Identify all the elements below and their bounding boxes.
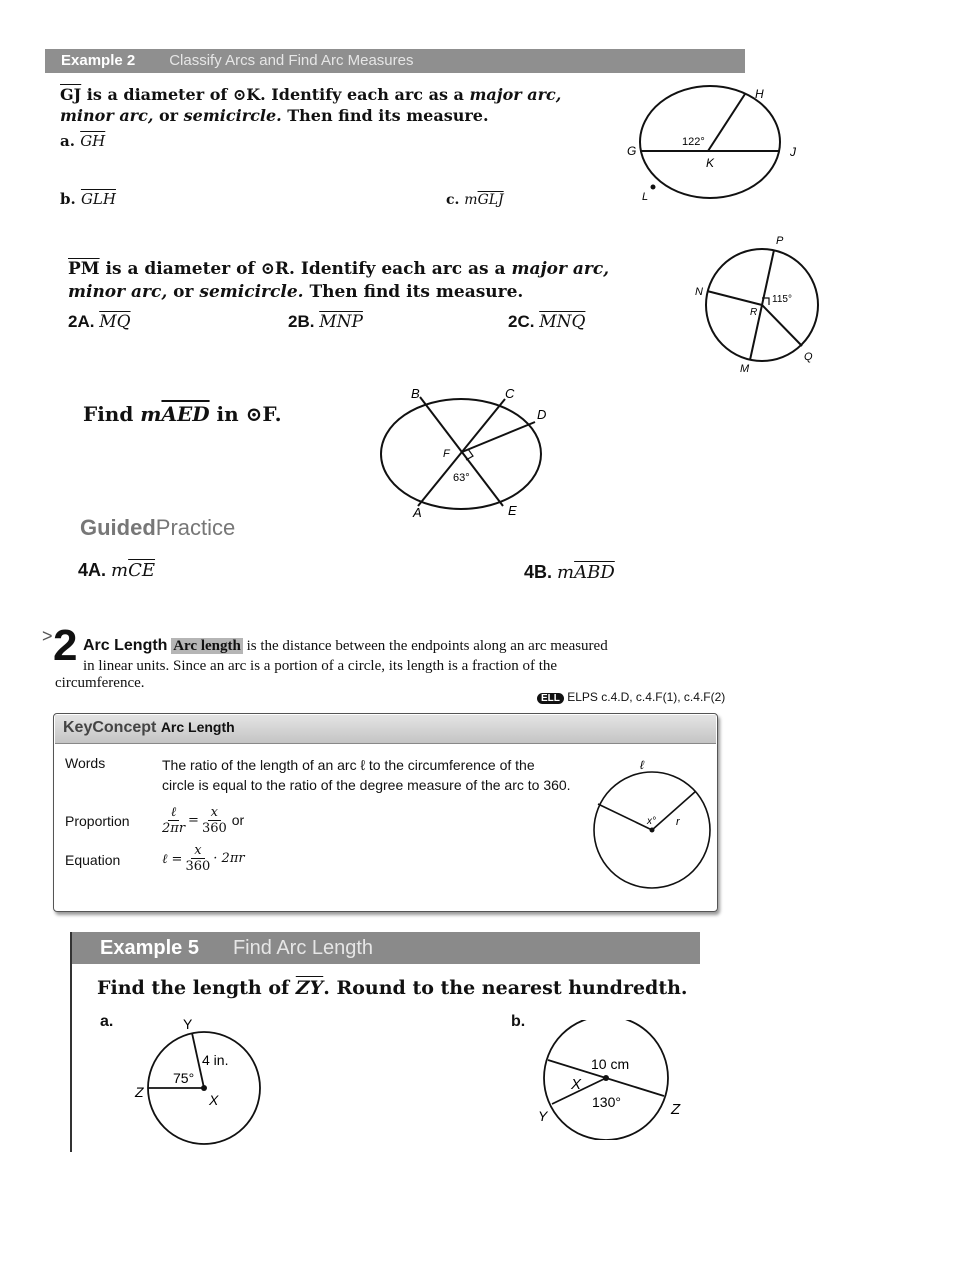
- angle-label-63: 63°: [453, 472, 470, 484]
- elps-standards: ELL ELPS c.4.D, c.4.F(1), c.4.F(2): [537, 690, 725, 704]
- guided-4b: 4B. $m\overline{ABD}$: [524, 562, 615, 583]
- kc-words-text: The ratio of the length of an arc ℓ to the circumference of the circle is equal to the ratio of the degree measure of the arc to 360.: [162, 757, 571, 793]
- guided-practice-title: GuidedPractice: [80, 515, 236, 540]
- svg-text:Z: Z: [671, 1101, 681, 1118]
- svg-text:R: R: [750, 307, 758, 318]
- example-5-part-a-label: a.: [100, 1013, 114, 1030]
- key-concept-title: KeyConcept Arc Length: [63, 719, 235, 736]
- angle-label-75: 75°: [173, 1070, 195, 1086]
- svg-text:C: C: [505, 386, 515, 401]
- kc-proportion-formula: ℓ 2πr = $\frac{x}{360}$ or: [162, 804, 245, 836]
- svg-text:A: A: [413, 505, 422, 520]
- svg-text:G: G: [627, 144, 637, 158]
- example-2-item-c: c. $m\overline{GLJ}$: [446, 192, 504, 208]
- svg-text:F: F: [443, 448, 450, 460]
- guided-2-prompt: $\overline{PM}$ is a diameter of ⊙R. Identify each arc as a major arc, minor arc, or semicircle. Then find its measure.: [68, 259, 610, 302]
- arc-length-intro: Arc Length Arc length is the distance between the endpoints along an arc measured in linear units. Since an arc is a portion of a circle, its length is a fraction of the: [83, 637, 608, 674]
- angle-label-130: 130°: [592, 1094, 621, 1110]
- svg-text:H: H: [755, 87, 764, 101]
- radius-rn: [707, 291, 762, 305]
- example-2-prompt: $\overline{GJ}$ is a diameter of ⊙K. Identify each arc as a major arc, minor arc, or semicircle. Then find its measure.: [60, 85, 562, 125]
- svg-text:X: X: [209, 1092, 219, 1108]
- guided-4a: 4A. $m\overline{CE}$: [78, 560, 156, 581]
- kc-words-label: Words: [65, 755, 106, 771]
- svg-text:ℓ: ℓ: [640, 758, 644, 772]
- section-heading: Arc Length: [83, 637, 168, 654]
- example-5-part-b-label: b.: [511, 1013, 526, 1030]
- svg-text:Y: Y: [538, 1108, 548, 1124]
- section-marker-icon: >: [42, 626, 53, 646]
- circle-k: [640, 86, 780, 198]
- svg-text:J: J: [790, 145, 796, 159]
- example-2-title: Classify Arcs and Find Arc Measures: [169, 52, 414, 69]
- example-2-label: Example 2: [61, 52, 136, 69]
- guided-2b: 2B. $\overline{MNP}$: [288, 312, 363, 332]
- radius-label-10cm: 10 cm: [591, 1056, 630, 1072]
- svg-text:L: L: [642, 191, 649, 203]
- example-2-banner: [45, 49, 745, 73]
- example-5-title: Find Arc Length: [232, 937, 374, 959]
- svg-text:r: r: [676, 816, 680, 828]
- svg-text:x°: x°: [647, 816, 656, 827]
- svg-text:B: B: [411, 386, 420, 401]
- example-5a-figure: [130, 1015, 275, 1150]
- segment-gj: $\overline{GJ}$: [60, 85, 82, 104]
- svg-text:M: M: [740, 363, 750, 375]
- find-aed-prompt: Find $m\overline{AED}$ in ⊙F.: [83, 402, 282, 426]
- example-2-item-a: a. $\overline{GH}$: [60, 132, 106, 150]
- svg-text:Z: Z: [135, 1084, 144, 1100]
- example-5-left-rule: [70, 932, 72, 1152]
- svg-text:D: D: [537, 407, 547, 422]
- guided-2a: 2A. $\overline{MQ}$: [68, 312, 131, 332]
- kc-circle-figure: [585, 752, 720, 892]
- example-5-label: Example 5: [100, 937, 199, 959]
- angle-label-115: 115°: [772, 294, 792, 305]
- circle-f-figure: [375, 382, 565, 522]
- svg-text:K: K: [706, 156, 715, 170]
- term-highlight: Arc length: [173, 638, 241, 654]
- radius-label-4in: 4 in.: [202, 1052, 229, 1068]
- guided-2c: 2C. $\overline{MNQ}$: [508, 312, 586, 332]
- arc-length-intro-line3: circumference.: [55, 675, 145, 691]
- svg-text:P: P: [776, 235, 784, 247]
- segment-pm: $\overline{PM}$: [68, 259, 100, 279]
- svg-text:N: N: [695, 286, 703, 298]
- svg-text:Q: Q: [804, 351, 813, 363]
- svg-text:Y: Y: [183, 1016, 193, 1032]
- svg-text:E: E: [508, 503, 517, 518]
- radius-kh: [708, 94, 745, 151]
- example-5b-figure: [528, 1020, 698, 1140]
- kc-equation-formula: ℓ = $\frac{x}{360}$ · 2πr: [162, 843, 245, 874]
- radius-rq: [762, 305, 802, 346]
- circle-k-figure: [620, 80, 820, 215]
- circle-r-figure: [690, 230, 840, 380]
- section-number: 2: [53, 621, 78, 670]
- ell-badge: ELL: [537, 693, 564, 704]
- svg-text:X: X: [571, 1076, 582, 1093]
- angle-label-122: 122°: [682, 136, 705, 148]
- example-5-prompt: Find the length of $\overline{ZY}$. Round to the nearest hundredth.: [97, 977, 688, 999]
- example-2-item-b: b. $\overline{GLH}$: [60, 190, 116, 208]
- example-5-banner: [72, 932, 700, 964]
- kc-equation-label: Equation: [65, 852, 121, 868]
- kc-proportion-label: Proportion: [65, 813, 130, 829]
